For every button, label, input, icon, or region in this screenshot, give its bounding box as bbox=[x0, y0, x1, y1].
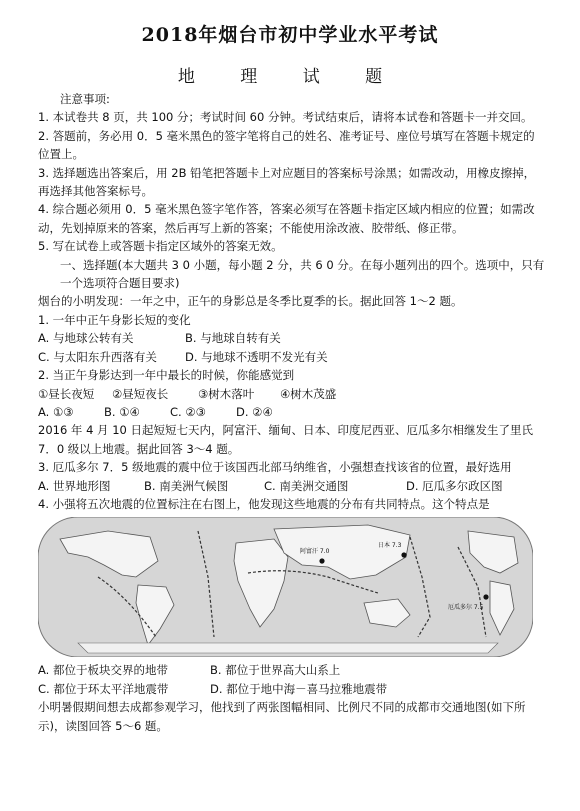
option-c: C. 与太阳东升西落有关 bbox=[38, 349, 157, 364]
option-a: A. 世界地形图 bbox=[38, 478, 111, 493]
option-a: A. ①③ bbox=[38, 404, 74, 419]
notice-heading: 注意事项: bbox=[60, 92, 110, 106]
statement-1: ①昼长夜短 bbox=[38, 386, 95, 401]
option-b: B. 与地球自转有关 bbox=[185, 331, 281, 346]
option-c: C. 都位于环太平洋地震带 bbox=[38, 681, 169, 696]
option-b: B. 南美洲气候图 bbox=[144, 478, 229, 493]
option-row bbox=[38, 477, 546, 495]
option-d: D. 都位于地中海－喜马拉雅地震带 bbox=[210, 681, 388, 696]
earthquake-world-map bbox=[38, 517, 533, 657]
question-context: 小明暑假期间想去成都参观学习，他找到了两张图幅相同、比例尺不同的成都市交通地图(如下所示)，读图回答 5～6 题。 bbox=[38, 700, 526, 733]
option-d: D. ②④ bbox=[236, 404, 273, 419]
statement-2: ②昼短夜长 bbox=[112, 386, 169, 401]
option-row bbox=[38, 403, 546, 421]
earthquake-marker bbox=[401, 553, 406, 558]
option-row bbox=[38, 680, 546, 698]
notice-item: 2. 答题前，务必用 0．5 毫米黑色的签字笔将自己的姓名、准考证号、座位号填写在答题卡规定的位置上。 bbox=[38, 128, 535, 162]
statement-4: ④树木茂盛 bbox=[280, 386, 337, 401]
notice-item: 5. 写在试卷上或答题卡指定区域外的答案无效。 bbox=[38, 239, 283, 254]
notice-item: 3. 选择题选出答案后，用 2B 铅笔把答题卡上对应题目的答案标号涂黑；如需改动，用橡皮擦掉，再选择其他答案标号。 bbox=[38, 165, 536, 199]
map-label-japan: 日本 7.3 bbox=[378, 542, 402, 550]
question-stem: 1. 一年中正午身影长短的变化 bbox=[38, 312, 191, 327]
option-a: A. 与地球公转有关 bbox=[38, 331, 134, 346]
map-label-ecuador: 厄瓜多尔 7.5 bbox=[448, 604, 484, 612]
question-context: 2016 年 4 月 10 日起短短七天内，阿富汗、缅甸、日本、印度尼西亚、厄瓜多尔相继发生了里氏 7．0 级以上地震。据此回答 3～4 题。 bbox=[38, 423, 533, 456]
earthquake-marker bbox=[319, 559, 324, 564]
question-stem: 3. 厄瓜多尔 7．5 级地震的震中位于该国西北部马纳维省，小强想查找该省的位置，最好选用 bbox=[38, 460, 512, 475]
section-intro: 一、选择题(本大题共 3 0 小题，每小题 2 分，共 6 0 分。在每小题列出的四个。选项中，只有一个选项符合题目要求) bbox=[60, 257, 545, 291]
option-b: B. 都位于世界高大山系上 bbox=[210, 663, 341, 678]
question-context: 烟台的小明发现：一年之中，正午的身影总是冬季比夏季的长。据此回答 1～2 题。 bbox=[38, 294, 463, 309]
option-c: C. 南美洲交通图 bbox=[264, 478, 349, 493]
exam-title: 2018年烟台市初中学业水平考试 bbox=[141, 24, 439, 46]
option-a: A. 都位于板块交界的地带 bbox=[38, 663, 168, 678]
exam-body bbox=[38, 90, 546, 735]
option-d: D. 与地球不透明不发光有关 bbox=[185, 349, 328, 364]
question-stem: 4. 小强将五次地震的位置标注在右图上，他发现这些地震的分布有共同特点。这个特点是 bbox=[38, 496, 490, 511]
question-stem: 2. 当正午身影达到一年中最长的时候，你能感觉到 bbox=[38, 368, 295, 383]
option-c: C. ②③ bbox=[170, 404, 206, 419]
option-b: B. ①④ bbox=[104, 404, 140, 419]
statement-row bbox=[38, 385, 546, 403]
option-row bbox=[38, 348, 546, 366]
option-row bbox=[38, 329, 546, 347]
earthquake-marker bbox=[483, 595, 488, 600]
statement-3: ③树木落叶 bbox=[198, 386, 255, 401]
option-row bbox=[38, 661, 546, 679]
notice-item: 4. 综合题必须用 0．5 毫米黑色签字笔作答，答案必须写在答题卡指定区域内相应的位置；如需改动，先划掉原来的答案，然后再写上新的答案；不能使用涂改液、胶带纸、修正带。 bbox=[38, 202, 535, 235]
subject-title: 地 理 试 题 bbox=[177, 67, 403, 87]
notice-item: 1. 本试卷共 8 页，共 100 分；考试时间 60 分钟。考试结束后，请将本试卷和答题卡一并交回。 bbox=[38, 110, 533, 125]
antarctica-landmass bbox=[78, 643, 498, 653]
map-label-afghanistan: 阿富汗 7.0 bbox=[300, 548, 330, 556]
option-d: D. 厄瓜多尔政区图 bbox=[406, 478, 503, 493]
